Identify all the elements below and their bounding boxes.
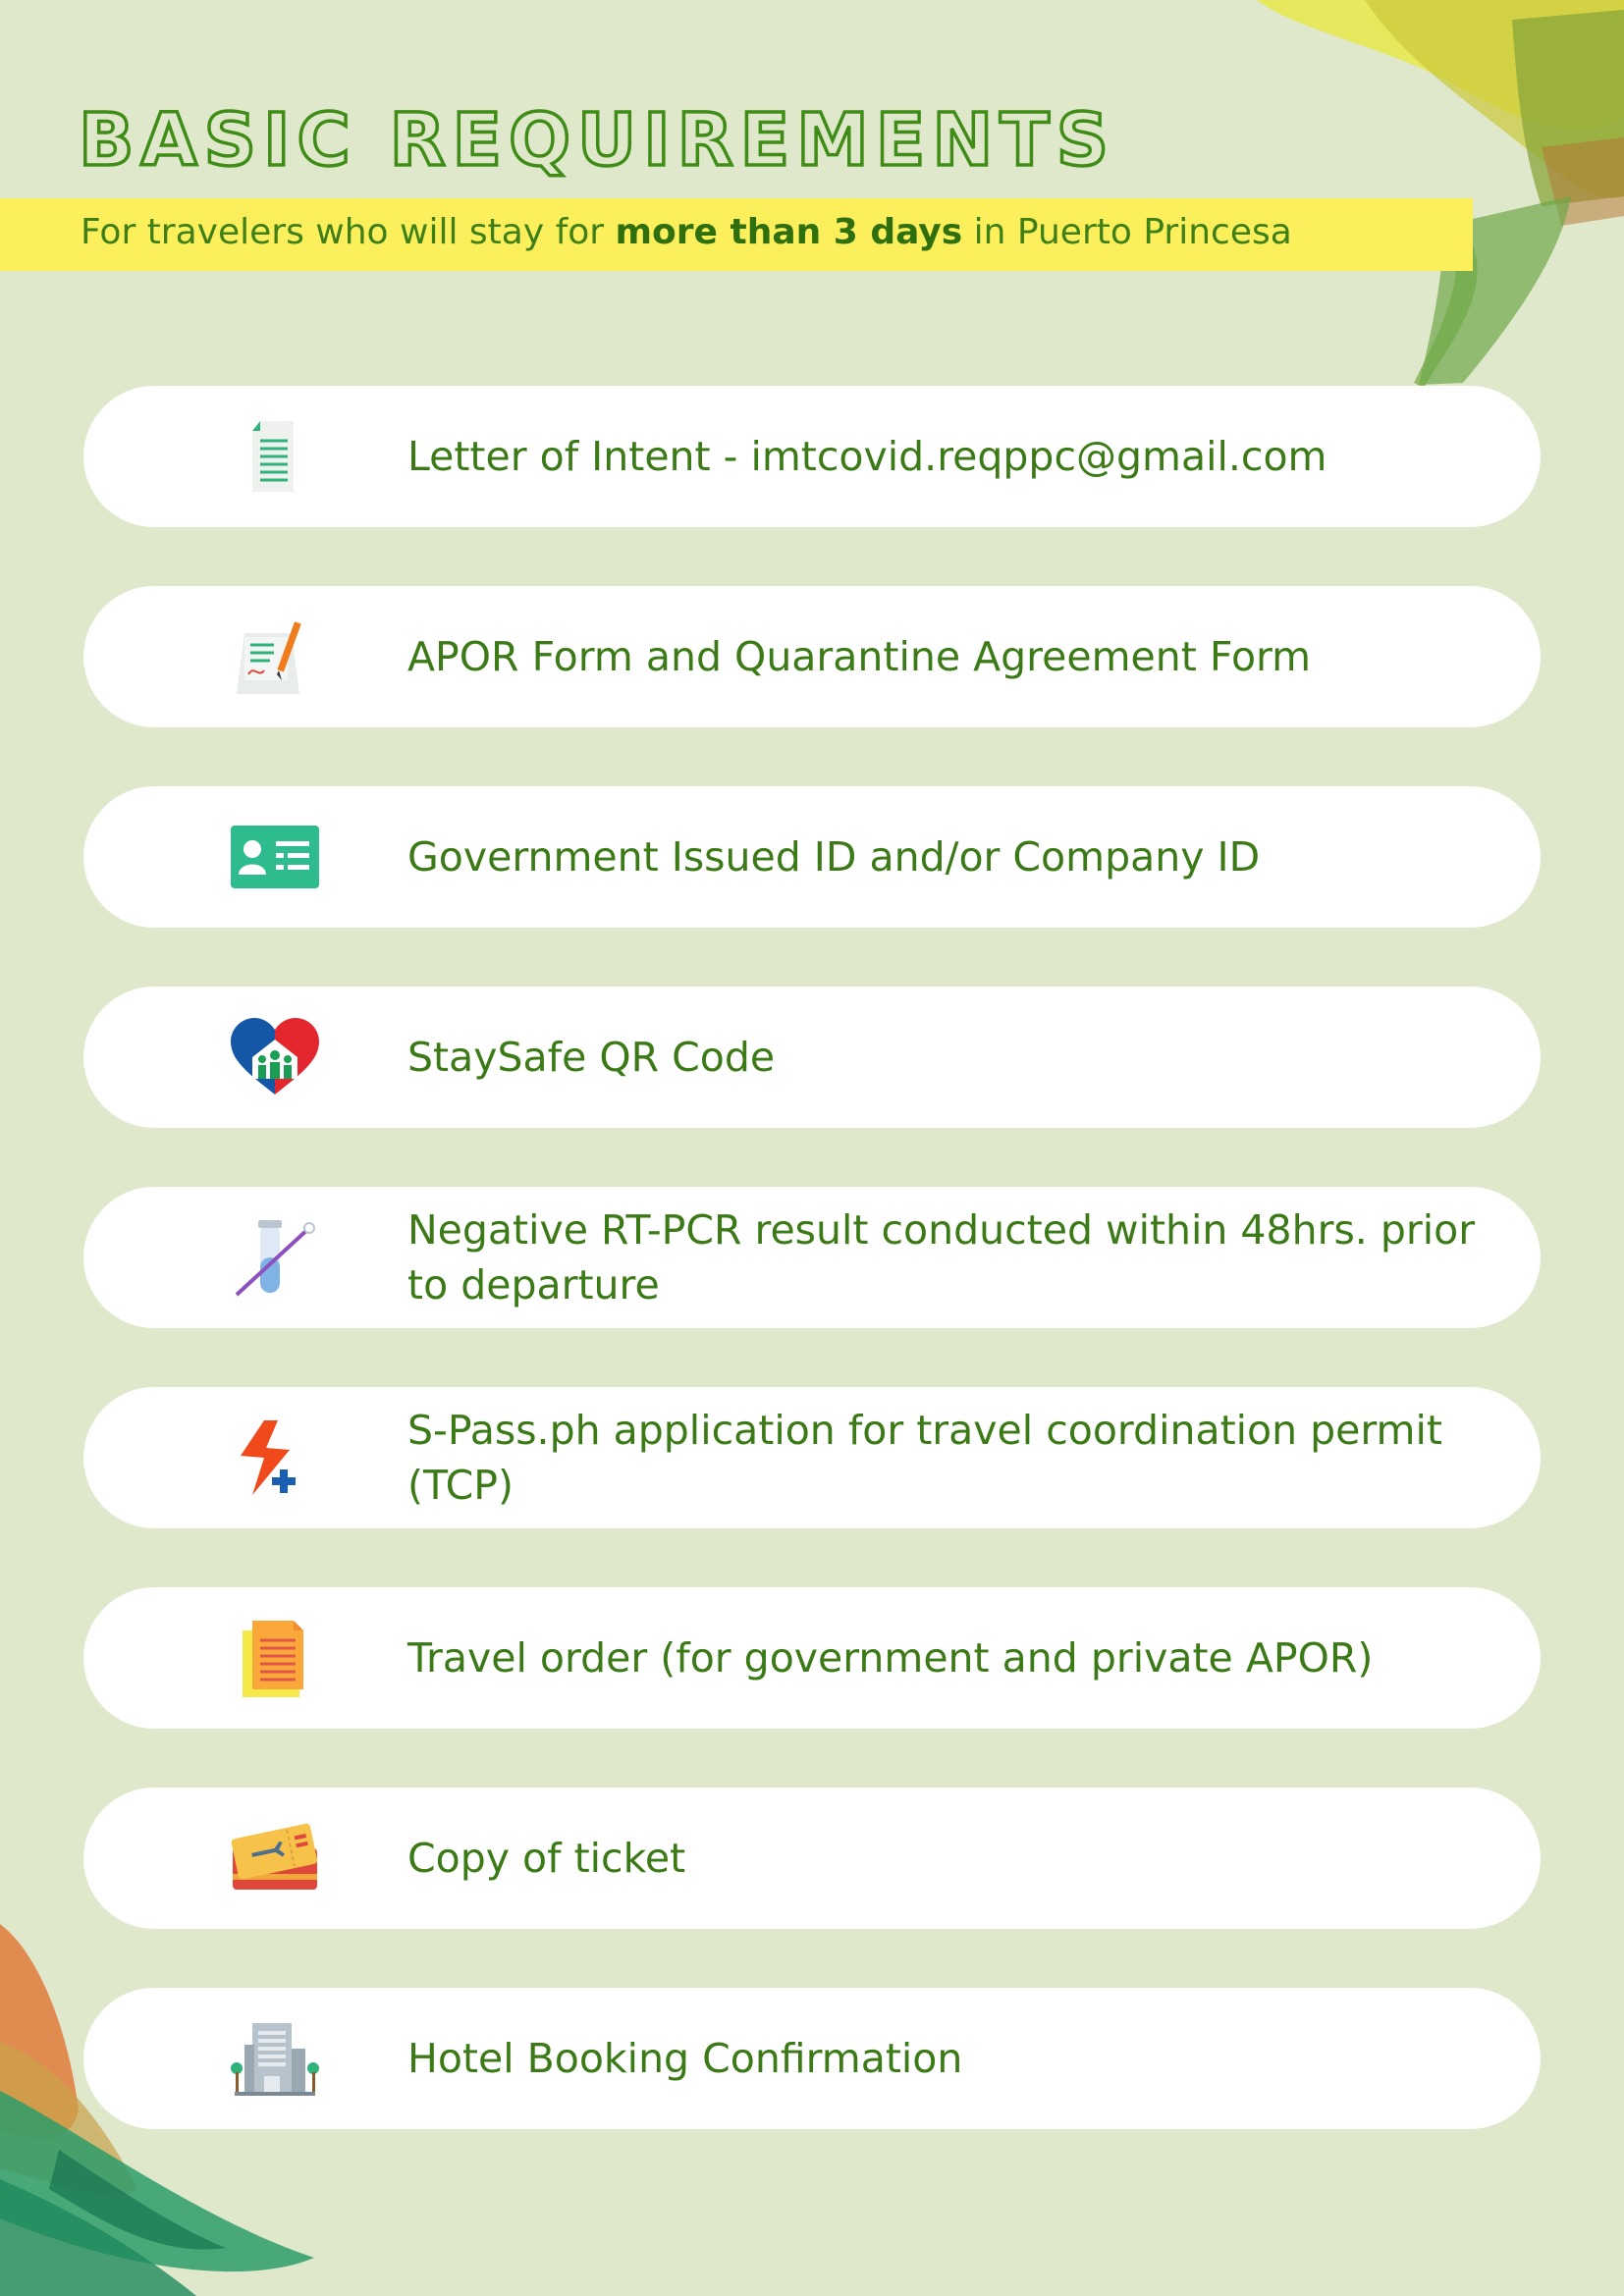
page-subtitle — [81, 212, 1292, 252]
requirement-label: Travel order (for government and private APOR) — [407, 1634, 1374, 1682]
page-title: BASIC REQUIREMENTS — [79, 98, 1116, 183]
ticket-icon — [231, 1819, 319, 1897]
requirement-label: Letter of Intent - imtcovid.reqppc@gmail.com — [407, 433, 1327, 480]
requirement-item-staysafe-qr — [83, 987, 1541, 1128]
top-right-brush-decoration — [1218, 0, 1624, 393]
requirement-label: StaySafe QR Code — [407, 1034, 776, 1081]
requirement-label: Government Issued ID and/or Company ID — [407, 833, 1261, 881]
requirement-item-hotel-booking — [83, 1988, 1541, 2129]
id-card-icon — [231, 818, 319, 896]
spass-lightning-icon — [231, 1418, 319, 1497]
requirement-label: Negative RT-PCR result conducted within 48hrs. prior to departure — [407, 1206, 1476, 1308]
subtitle-prefix: For travelers who will stay for — [81, 212, 616, 252]
requirement-item-government-id — [83, 786, 1541, 928]
staysafe-heart-icon — [231, 1018, 319, 1096]
requirement-label: APOR Form and Quarantine Agreement Form — [407, 633, 1312, 680]
travel-order-icon — [231, 1619, 319, 1697]
form-signing-icon — [231, 617, 319, 696]
requirement-item-ticket — [83, 1788, 1541, 1929]
requirement-label: Copy of ticket — [407, 1835, 686, 1882]
document-icon — [231, 417, 319, 496]
requirement-label: Hotel Booking Confirmation — [407, 2035, 963, 2082]
subtitle-emphasis: more than 3 days — [615, 212, 963, 252]
requirement-item-rt-pcr — [83, 1187, 1541, 1328]
requirement-item-s-pass — [83, 1387, 1541, 1528]
requirement-item-travel-order — [83, 1587, 1541, 1729]
requirement-label: S-Pass.ph application for travel coordination permit (TCP) — [407, 1407, 1442, 1509]
requirement-item-apor-form — [83, 586, 1541, 727]
subtitle-suffix: in Puerto Princesa — [962, 212, 1292, 252]
requirement-item-letter-of-intent — [83, 386, 1541, 527]
hotel-building-icon — [231, 2019, 319, 2098]
test-tube-swab-icon — [231, 1218, 319, 1297]
